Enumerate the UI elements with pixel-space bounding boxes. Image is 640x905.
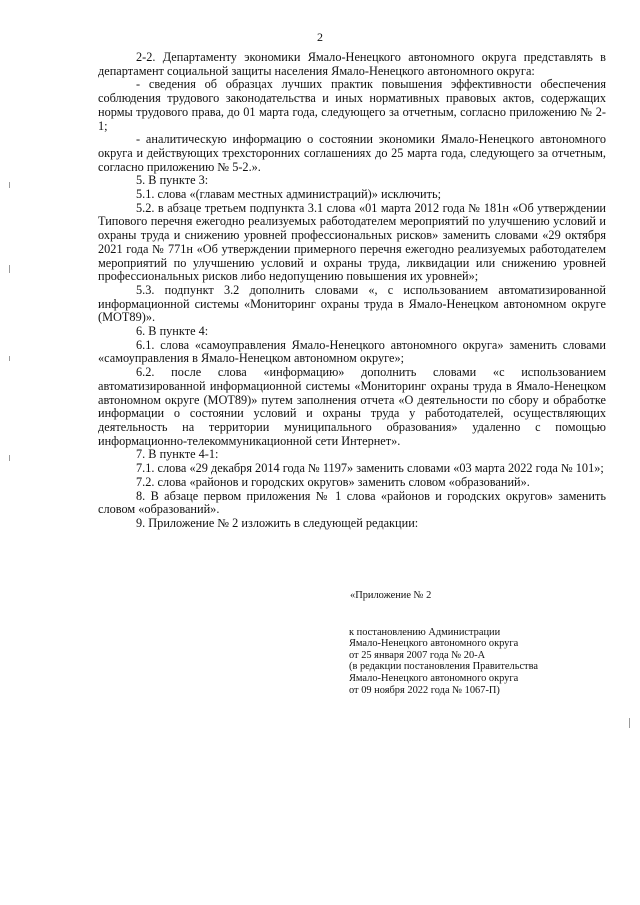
paragraph-item-5-3: 5.3. подпункт 3.2 дополнить словами «, с использованием автоматизированной информационной системы «Мониторинг охраны труда в Ямало-Ненецком автономном округе (МОТ89)». (98, 282, 606, 325)
appendix-line: Ямало-Ненецкого автономного округа (349, 638, 519, 650)
paragraph-item-6: 6. В пункте 4: (136, 324, 209, 339)
scan-artifact (9, 356, 10, 361)
appendix-line: (в редакции постановления Правительства (349, 661, 538, 673)
scan-artifact (629, 718, 630, 728)
paragraph-item-9: 9. Приложение № 2 изложить в следующей редакции: (136, 515, 419, 530)
paragraph-item-7: 7. В пункте 4-1: (136, 447, 219, 462)
paragraph-2-2: 2-2. Департаменту экономики Ямало-Ненецкого автономного округа представлять в департамент социальной защиты населения Ямало-Ненецкого автономного округа: (98, 50, 606, 78)
paragraph-item-6-1: 6.1. слова «самоуправления Ямало-Ненецкого автономного округа» заменить словами «самоуправления в Ямало-Ненецком автономном округе»; (98, 337, 606, 366)
paragraph-item-7-1: 7.1. слова «29 декабря 2014 года № 1197» заменить словами «03 марта 2022 года № 101»; (136, 461, 604, 476)
appendix-line: от 09 ноября 2022 года № 1067-П) (349, 684, 500, 696)
appendix-header (349, 590, 609, 696)
paragraph-analytics: - аналитическую информацию о состоянии экономики Ямало-Ненецкого автономного округа и действующих трехсторонних соглашениях до 25 марта года, следующего за отчетным, согласно приложению № 5-2.». (98, 132, 606, 174)
paragraph-best-practices: - сведения об образцах лучших практик повышения эффективности обеспечения соблюдения трудового законодательства и иных нормативных правовых актов, содержащих нормы трудового права, до 01 марта года, следующего за отчетным, согласно приложению № 2-1; (98, 77, 606, 133)
paragraph-item-5-1: 5.1. слова «(главам местных администраций)» исключить; (136, 187, 442, 202)
appendix-line: Ямало-Ненецкого автономного округа (349, 672, 519, 684)
paragraph-item-5: 5. В пункте 3: (136, 173, 209, 188)
document-body (98, 51, 606, 531)
appendix-line: к постановлению Администрации (349, 626, 501, 638)
scan-artifact (9, 265, 10, 273)
paragraph-item-8: 8. В абзаце первом приложения № 1 слова «районов и городских округов» заменить словом «образований». (98, 488, 606, 517)
page-number: 2 (317, 30, 323, 44)
scan-artifact (9, 182, 10, 188)
paragraph-item-6-2: 6.2. после слова «информацию» дополнить словами «с использованием автоматизированной информационной системы «Мониторинг охраны труда в Ямало-Ненецком автономном округе (МОТ89)» путем заполнения отчета «О деятельности по сбору и обработке информации о состоянии условий и охраны труда у работодателей, осуществляющих деятельность на территории муниципального образования» удаленно с помощью информационно-телекоммуникационной сети Интернет». (98, 365, 606, 448)
appendix-line: от 25 января 2007 года № 20-А (349, 649, 486, 661)
paragraph-item-5-2: 5.2. в абзаце третьем подпункта 3.1 слова «01 марта 2012 года № 181н «Об утверждении Типового перечня ежегодно реализуемых работодателем мероприятий по улучшению условий и охраны труда и снижению уровней профессиональных рисков» заменить словами «29 октября 2021 года № 771н «Об утверждении примерного перечня ежегодно реализуемых работодателем мероприятий по улучшению условий и охраны труда, ликвидации или снижению уровней профессиональных рисков либо недопущению повышения их уровней»; (98, 200, 606, 284)
scan-artifact (9, 455, 10, 461)
appendix-title: «Приложение № 2 (350, 590, 432, 601)
paragraph-item-7-2: 7.2. слова «районов и городских округов» заменить словом «образований». (136, 474, 530, 489)
